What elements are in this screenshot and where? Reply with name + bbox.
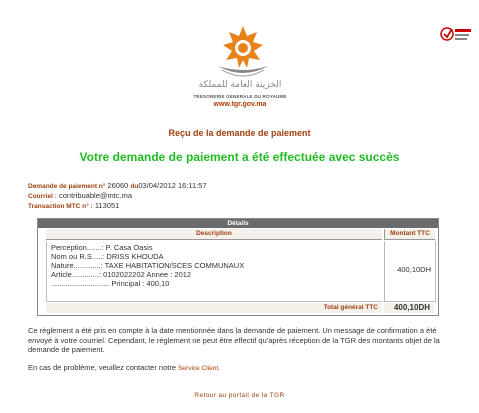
return-to-portal-link[interactable]: Retour au portail de la TGR — [194, 392, 285, 399]
detail-line-perception: Perception.......: P. Casa Oasis — [51, 243, 153, 252]
transaction-info — [28, 201, 119, 211]
column-header-description: Description — [46, 229, 382, 240]
email-info — [28, 191, 132, 201]
org-name-french: TRESORERIE GENERALE DU ROYAUME — [193, 94, 287, 99]
logo-sun-icon — [218, 26, 268, 76]
tgr-logo — [212, 18, 274, 80]
success-message: Votre demande de paiement a été effectuée avec succès — [79, 150, 400, 164]
column-header-amount: Montant TTC — [384, 229, 435, 240]
detail-line-article: Article.............: 0102022202 Annee : 2012 — [51, 270, 192, 279]
detail-line-principal: ............................ Principal : 400,10 — [51, 279, 170, 288]
total-label: Total général TTC — [46, 303, 382, 313]
payment-number-label: Demande de paiement n° — [28, 183, 106, 190]
detail-line-name: Nom ou R.S.....: DRISS KHOUDA — [51, 252, 164, 261]
transaction-label: Transaction MTC n° : — [28, 203, 93, 210]
org-name-arabic: الخزينة العامة للمملكة — [198, 80, 282, 90]
support-line — [28, 363, 220, 372]
details-panel — [37, 218, 439, 316]
payment-date-value: 03/04/2012 16:11:57 — [138, 181, 207, 190]
total-value: 400,10DH — [384, 303, 434, 313]
payment-request-info — [28, 181, 207, 191]
amount-cell — [384, 241, 436, 302]
email-label: Courriel : — [28, 193, 57, 200]
confirmation-notice: Ce règlement a été pris en compte à la date mentionnée dans la demande de paiement. Un message de confirmation a été envoyé à votre courriel. Cependant, le règlement ne peut être effectif qu'après réception de la TGR des montants objet de la demande de paiement. — [28, 326, 440, 354]
payment-number-value: 26060 — [107, 181, 129, 190]
support-text: En cas de problème, veuillez contacter notre — [28, 363, 176, 372]
amount-value: 400,10DH — [397, 265, 431, 274]
org-website: www.tgr.gov.ma — [213, 101, 267, 108]
transaction-value: 113051 — [94, 201, 120, 210]
receipt-title: Reçu de la demande de paiement — [168, 128, 311, 138]
security-verified-badge-icon[interactable] — [440, 24, 472, 44]
email-value: contribuable@mtc.ma — [59, 191, 133, 200]
detail-line-nature: Nature.............: TAXE HABITATION/SCES COMMUNAUX — [51, 261, 245, 270]
service-client-link[interactable]: Service Client. — [178, 365, 220, 372]
description-cell — [46, 241, 383, 302]
date-connector: du — [130, 183, 139, 190]
details-header: Détails — [38, 219, 438, 228]
